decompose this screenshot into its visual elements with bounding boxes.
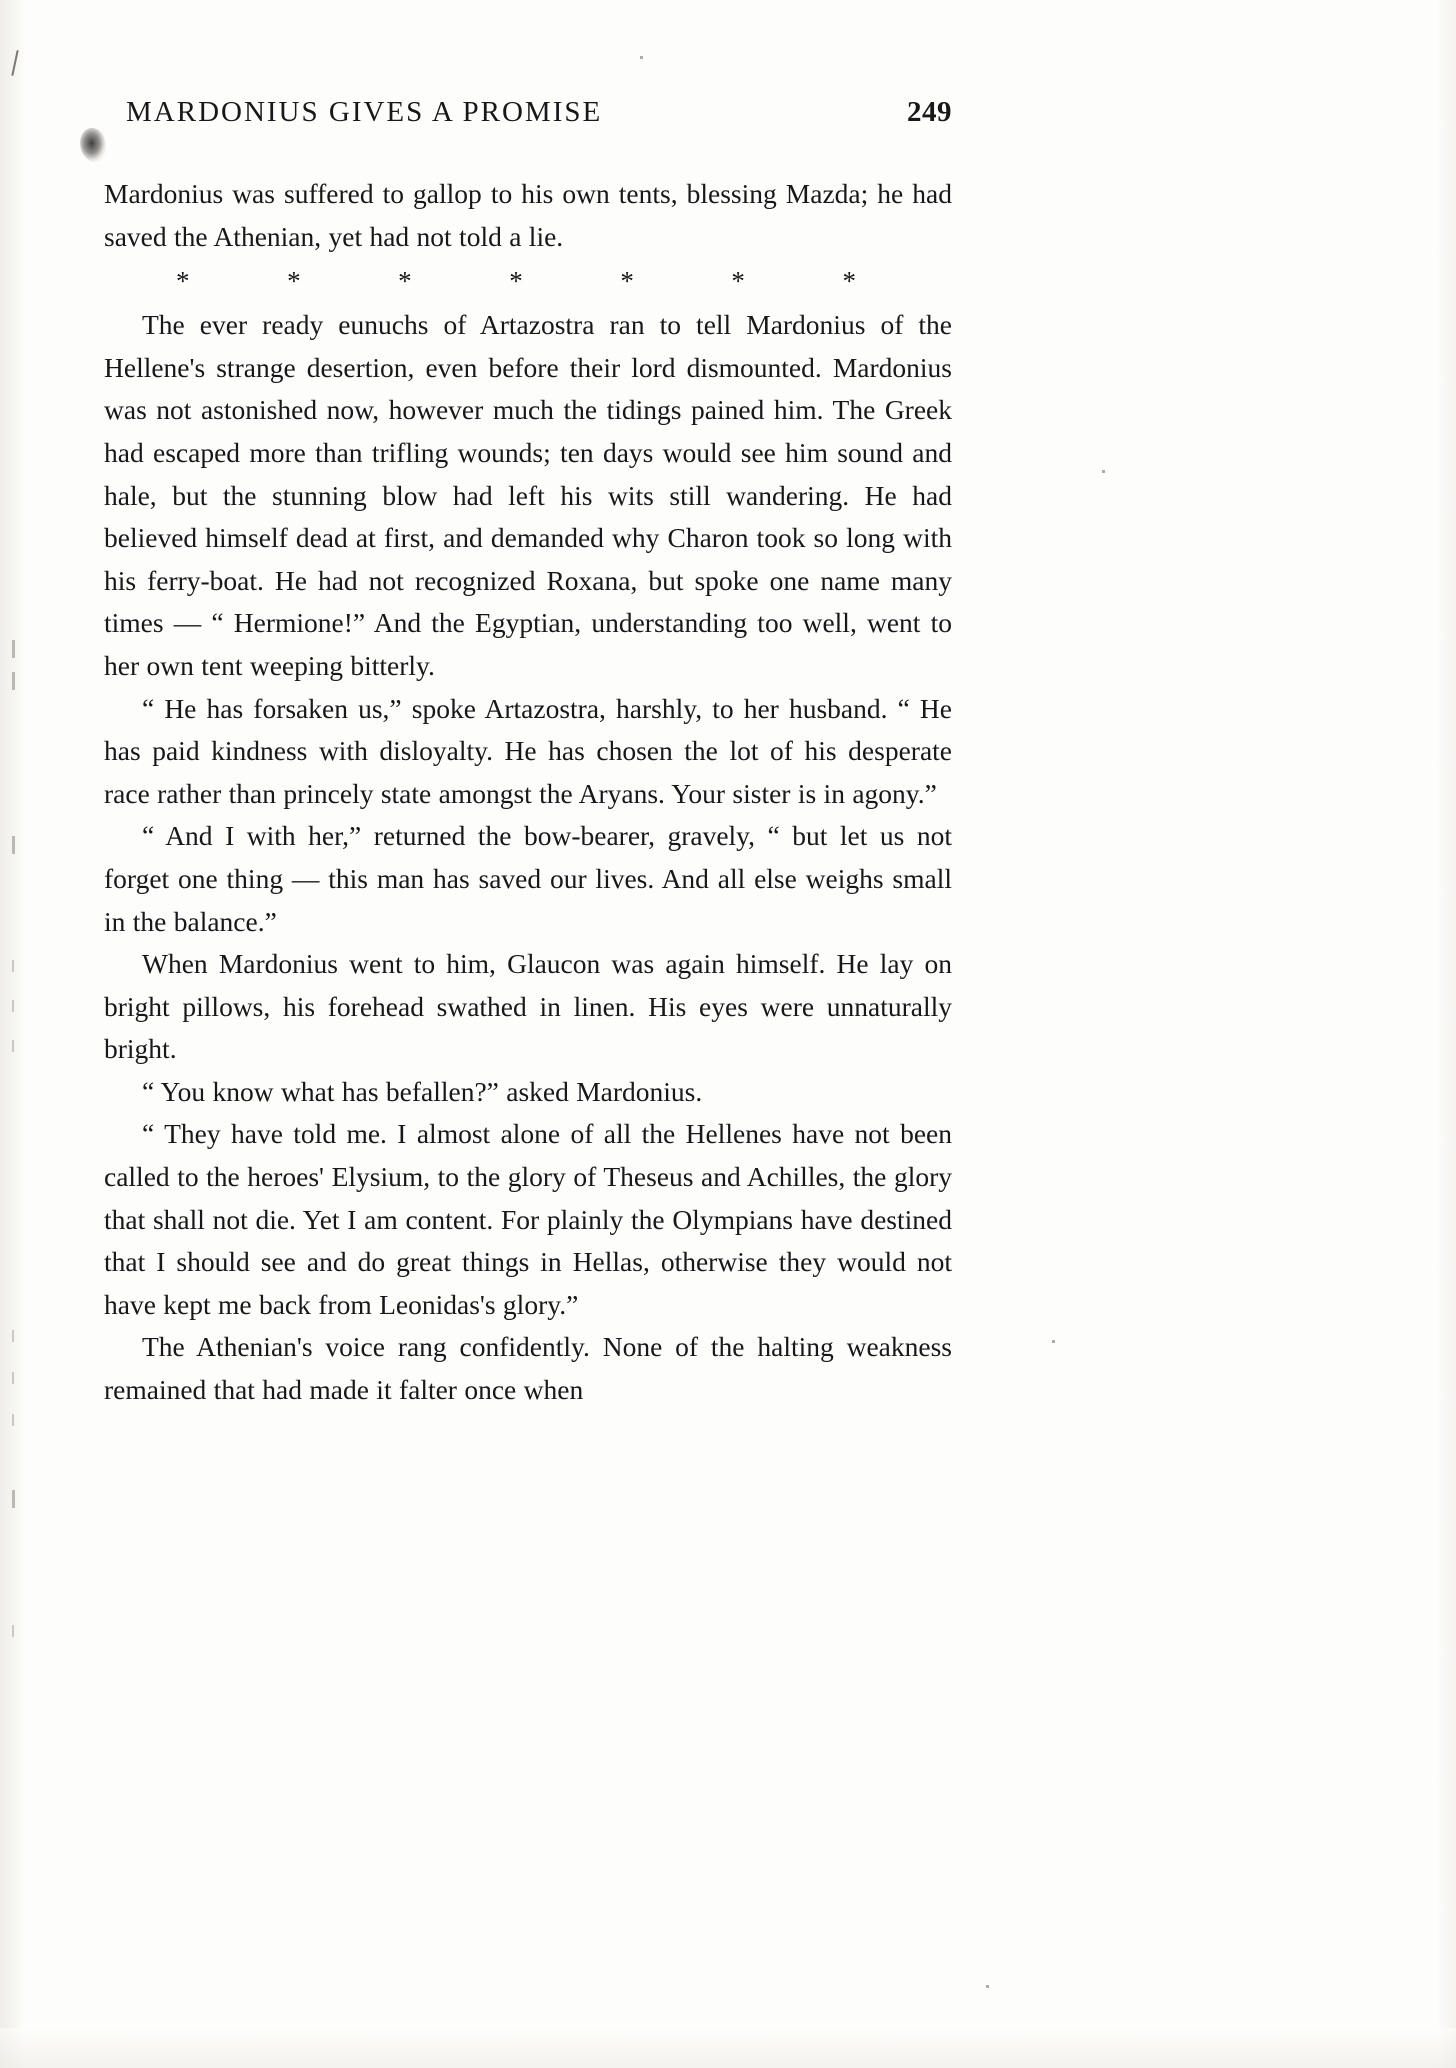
divider-star: * — [398, 266, 412, 297]
divider-star: * — [731, 266, 745, 297]
page-text-column — [104, 96, 952, 1412]
ink-blot-icon — [80, 128, 106, 162]
divider-star: * — [620, 266, 634, 297]
divider-star: * — [509, 266, 523, 297]
divider-star: * — [176, 266, 190, 297]
page-header — [104, 96, 952, 129]
paragraph: “ You know what has befallen?” asked Mardonius. — [142, 1075, 703, 1107]
scan-speck — [986, 1985, 989, 1988]
paragraph: The Athenian's voice rang confidently. None of the halting weakness remained that had made it falter once when — [104, 1331, 952, 1406]
paragraph: “ They have told me. I almost alone of all the Hellenes have not been called to the heroes' Elysium, to the glory of Theseus and Achilles, the glory that shall not die. Yet I am content. For plainly the Olympians have destined that I should see and do great things in Hellas, otherwise they would not have kept me back from Leonidas's glory.” — [104, 1118, 952, 1320]
scan-speck — [1102, 470, 1105, 473]
paragraph: Mardonius was suffered to gallop to his own tents, blessing Mazda; he had saved the Athenian, yet had not told a lie. — [104, 178, 952, 252]
scan-artifact-tick — [12, 960, 14, 972]
page-number: 249 — [907, 96, 952, 128]
scan-edge-bottom — [0, 2028, 1456, 2068]
scan-speck — [640, 56, 643, 59]
paragraph: “ And I with her,” returned the bow-bearer, gravely, “ but let us not forget one thing — this man has saved our lives. And all else weighs small in the balance.” — [104, 820, 952, 937]
scan-artifact-tick — [12, 1330, 14, 1342]
paragraph: When Mardonius went to him, Glaucon was again himself. He lay on bright pillows, his forehead swathed in linen. His eyes were unnaturally bright. — [104, 948, 952, 1065]
divider-star: * — [842, 266, 856, 297]
scan-artifact-tick — [12, 1490, 15, 1508]
scan-artifact-tick — [12, 836, 15, 854]
scan-artifact-tick — [12, 1625, 14, 1637]
divider-star: * — [287, 266, 301, 297]
scan-artifact-tick — [12, 672, 15, 690]
scan-artifact-tick — [12, 1372, 14, 1384]
scan-artifact-tick — [12, 1000, 14, 1012]
scan-artifact-tick — [12, 640, 15, 658]
scan-speck — [1052, 1340, 1055, 1343]
running-title: MARDONIUS GIVES A PROMISE — [126, 96, 603, 128]
star-divider — [104, 258, 952, 304]
scan-edge-right — [1436, 0, 1456, 2068]
paragraph: “ He has forsaken us,” spoke Artazostra, harshly, to her husband. “ He has paid kindness with disloyalty. He has chosen the lot of his desperate race rather than princely state amongst the Aryans. Your sister is in agony.” — [104, 692, 952, 809]
scan-edge-left — [0, 0, 26, 2068]
scan-artifact-tick — [12, 1040, 14, 1052]
scan-artifact-tick — [12, 1414, 14, 1426]
paragraph: The ever ready eunuchs of Artazostra ran to tell Mardonius of the Hellene's strange desertion, even before their lord dismounted. Mardonius was not astonished now, however much the tidings pained him. The Greek had escaped more than trifling wounds; ten days would see him sound and hale, but the stunning blow had left his wits still wandering. He had believed himself dead at first, and demanded why Charon took so long with his ferry-boat. He had not recognized Roxana, but spoke one name many times — “ Hermione!” And the Egyptian, understanding too well, went to her own tent weeping bitterly. — [104, 309, 952, 681]
